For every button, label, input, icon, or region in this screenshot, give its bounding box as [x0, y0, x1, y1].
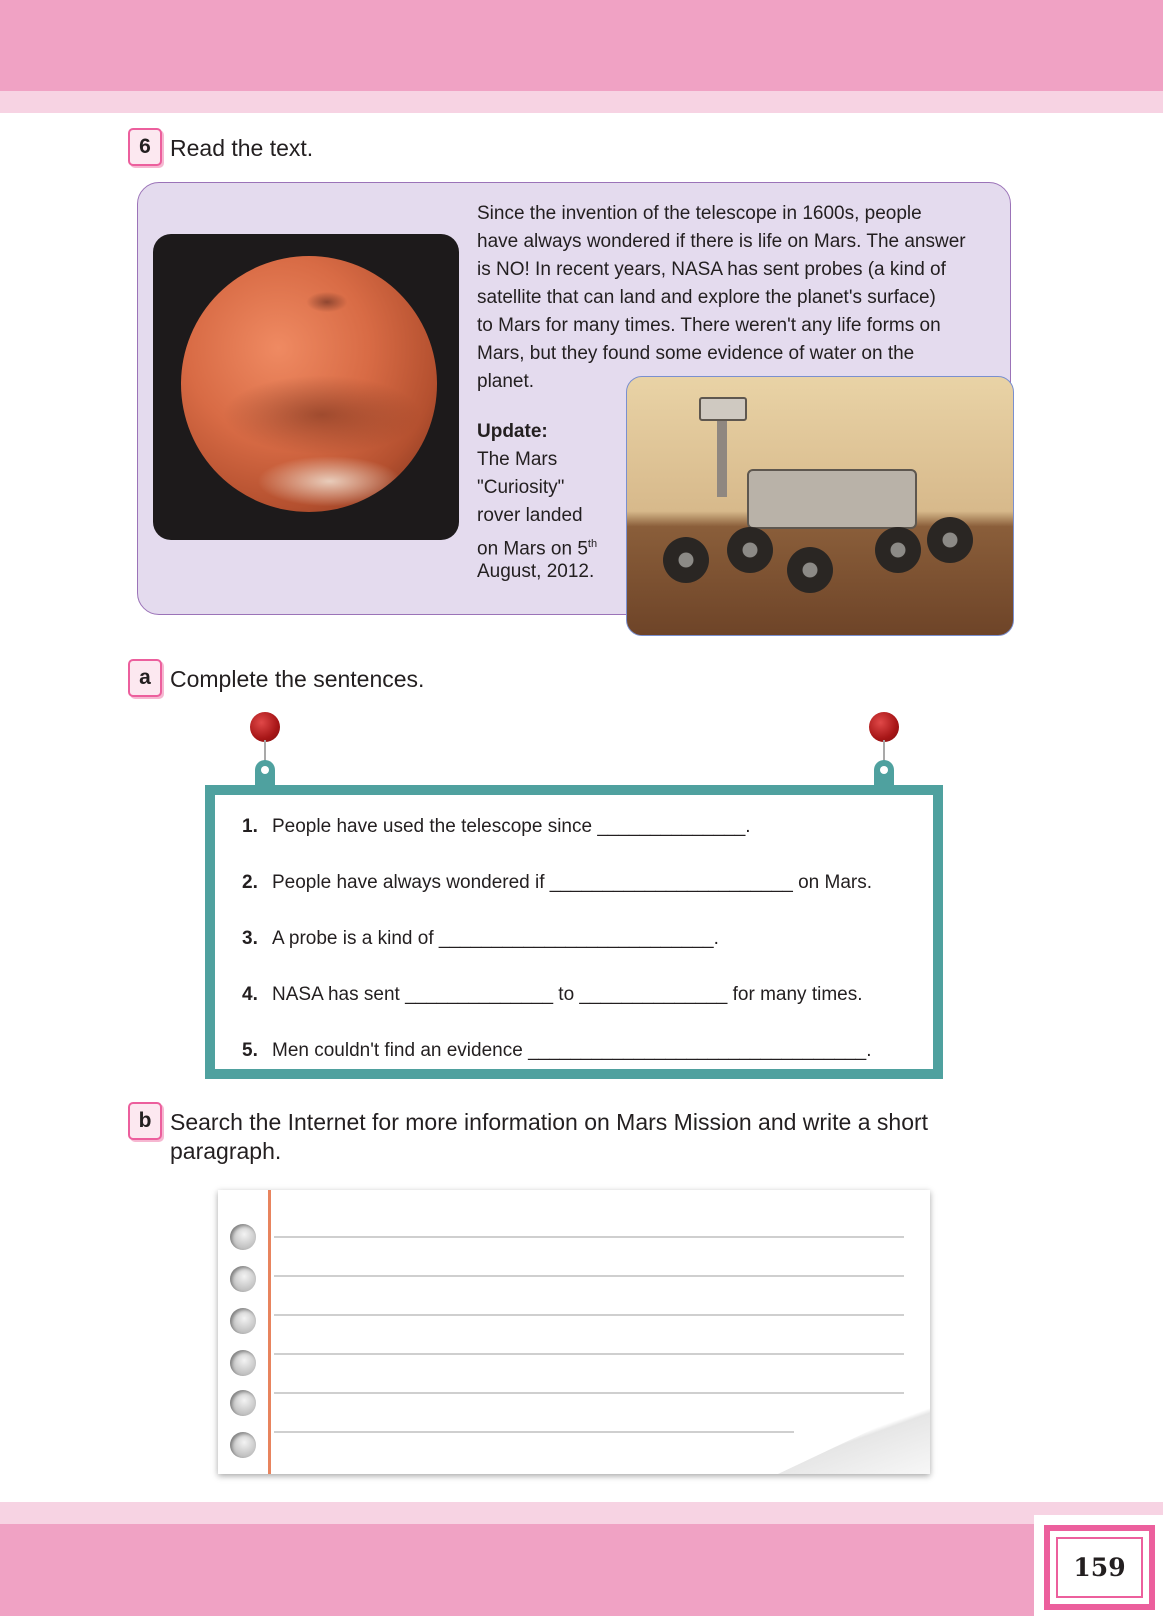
reading-paragraph: [477, 200, 997, 396]
sentence-item: [242, 815, 751, 839]
update-date-suffix: th: [587, 538, 598, 550]
reading-line: planet.: [477, 371, 535, 392]
writing-line[interactable]: [274, 1353, 904, 1355]
reading-line: satellite that can land and explore the planet's surface): [477, 287, 936, 308]
mars-planet-image: [153, 234, 459, 540]
sentence-text: People have always wondered if _______________________ on Mars.: [272, 872, 873, 893]
writing-line[interactable]: [274, 1314, 904, 1316]
part-a-badge: a: [128, 659, 162, 697]
rover-wheel: [787, 547, 833, 593]
writing-line[interactable]: [274, 1236, 904, 1238]
sentence-text: A probe is a kind of __________________________.: [272, 928, 719, 949]
sentences-board: [205, 785, 943, 1079]
page-curl: [778, 1402, 930, 1474]
top-band-light: [0, 91, 1163, 113]
binder-hole: [230, 1390, 256, 1416]
bottom-band-light: [0, 1502, 1163, 1524]
sentence-item: [242, 871, 872, 895]
writing-line[interactable]: [274, 1392, 904, 1394]
part-b-badge: b: [128, 1102, 162, 1140]
update-line: The Mars: [477, 449, 558, 470]
sentence-number: 5.: [242, 1040, 258, 1061]
sentence-number: 4.: [242, 984, 258, 1005]
sentence-item: [242, 1039, 872, 1063]
sentence-text: People have used the telescope since ______________.: [272, 816, 751, 837]
writing-line[interactable]: [274, 1275, 904, 1277]
rover-body: [747, 469, 917, 529]
top-band: [0, 0, 1163, 91]
binder-hole: [230, 1350, 256, 1376]
curiosity-rover-image: [626, 376, 1014, 636]
bottom-band: [0, 1524, 1163, 1616]
binder-hole: [230, 1266, 256, 1292]
exercise-6-badge: 6: [128, 128, 162, 166]
pin-icon: [869, 712, 899, 742]
exercise-6-title: Read the text.: [170, 135, 314, 161]
binder-hole: [230, 1308, 256, 1334]
writing-notepad[interactable]: [218, 1190, 930, 1474]
reading-line: to Mars for many times. There weren't any life forms on: [477, 315, 941, 336]
rover-wheel: [727, 527, 773, 573]
rover-camera-head: [699, 397, 747, 421]
mars-globe: [181, 256, 437, 512]
sentence-item: [242, 983, 863, 1007]
pin-icon: [250, 712, 280, 742]
reading-line: Since the invention of the telescope in 1600s, people: [477, 203, 922, 224]
rover-wheel: [875, 527, 921, 573]
part-b-title-line2: paragraph.: [170, 1138, 282, 1164]
page-number-box: [1044, 1525, 1155, 1610]
writing-line[interactable]: [274, 1431, 794, 1433]
reading-line: is NO! In recent years, NASA has sent probes (a kind of: [477, 259, 946, 280]
update-title: Update:: [477, 421, 548, 442]
board-hanger: [874, 760, 894, 786]
sentence-text: NASA has sent ______________ to ______________ for many times.: [272, 984, 863, 1005]
sentence-item: [242, 927, 719, 951]
binder-hole: [230, 1432, 256, 1458]
reading-line: have always wondered if there is life on Mars. The answer: [477, 231, 966, 252]
board-hanger: [255, 760, 275, 786]
binder-hole: [230, 1224, 256, 1250]
rover-wheel: [927, 517, 973, 563]
sentence-number: 3.: [242, 928, 258, 949]
reading-line: Mars, but they found some evidence of water on the: [477, 343, 915, 364]
update-date-text: on Mars on 5: [477, 538, 588, 560]
update-line: "Curiosity": [477, 477, 565, 498]
sentence-number: 1.: [242, 816, 258, 837]
update-line: rover landed: [477, 505, 583, 526]
part-b-title-line1: Search the Internet for more information on Mars Mission and write a short: [170, 1109, 929, 1135]
sentence-number: 2.: [242, 872, 258, 893]
rover-wheel: [663, 537, 709, 583]
sentence-text: Men couldn't find an evidence ________________________________.: [272, 1040, 872, 1061]
part-a-title: Complete the sentences.: [170, 666, 425, 692]
page-number: 159: [1056, 1537, 1143, 1598]
update-line: August, 2012.: [477, 561, 595, 582]
margin-line: [268, 1190, 271, 1474]
